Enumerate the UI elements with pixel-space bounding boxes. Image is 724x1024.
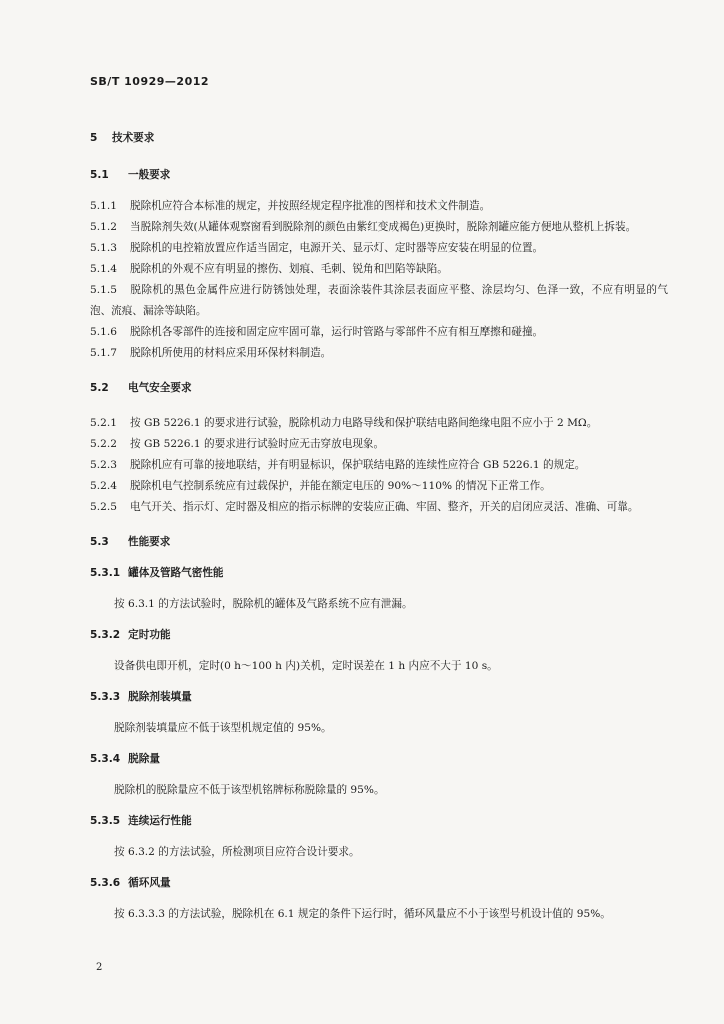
section-text: 脱除机的黑色金属件应进行防锈蚀处理，表面涂装件其涂层表面应平整、涂层均匀、色泽一致，不应有明显的气泡、流痕、漏涂等缺陷。 bbox=[90, 284, 668, 317]
clause-5-1-4 bbox=[90, 259, 668, 280]
section-text: 按 GB 5226.1 的要求进行试验时应无击穿放电现象。 bbox=[130, 438, 385, 450]
section-text: 脱除剂装填量应不低于该型机规定值的 95%。 bbox=[114, 722, 332, 734]
section-number: 5.3.2 bbox=[90, 629, 121, 641]
section-text: 按 6.3.1 的方法试验时，脱除机的罐体及气路系统不应有泄漏。 bbox=[114, 598, 413, 610]
section-text: 脱除机的脱除量应不低于该型机铭牌标称脱除量的 95%。 bbox=[114, 784, 385, 796]
clause-5-1-7 bbox=[90, 343, 668, 364]
section-text: 技术要求 bbox=[112, 132, 155, 144]
clause-5-2-3 bbox=[90, 455, 668, 476]
heading-5 bbox=[90, 128, 668, 149]
section-text: 脱除机的外观不应有明显的擦伤、划痕、毛刺、锐角和凹陷等缺陷。 bbox=[130, 263, 448, 275]
section-number: 5.2 bbox=[90, 382, 109, 394]
body-paragraph bbox=[90, 842, 668, 863]
heading-5-1 bbox=[90, 165, 668, 186]
page-number: 2 bbox=[96, 962, 103, 973]
section-text: 脱除机应符合本标准的规定，并按照经规定程序批准的图样和技术文件制造。 bbox=[130, 200, 491, 212]
section-text: 脱除机应有可靠的接地联结，并有明显标识，保护联结电路的连续性应符合 GB 5226.1 的规定。 bbox=[130, 459, 586, 471]
document-body bbox=[90, 128, 668, 925]
section-text: 按 GB 5226.1 的要求进行试验，脱除机动力电路导线和保护联结电路间绝缘电阻不应小于 2 MΩ。 bbox=[130, 417, 598, 429]
clause-5-2-2 bbox=[90, 434, 668, 455]
body-paragraph bbox=[90, 718, 668, 739]
section-text: 电气开关、指示灯、定时器及相应的指示标牌的安装应正确、牢固、整齐，开关的启闭应灵活、准确、可靠。 bbox=[130, 501, 639, 513]
section-number: 5.2.1 bbox=[90, 417, 117, 429]
section-number: 5.2.4 bbox=[90, 480, 117, 492]
clause-5-1-2 bbox=[90, 217, 668, 238]
section-text: 性能要求 bbox=[128, 536, 171, 548]
heading-5-3-6 bbox=[90, 873, 668, 894]
section-number: 5.3.6 bbox=[90, 877, 121, 889]
section-number: 5.1.6 bbox=[90, 326, 117, 338]
section-number: 5.3 bbox=[90, 536, 109, 548]
section-text: 罐体及管路气密性能 bbox=[128, 567, 224, 579]
section-text: 脱除剂装填量 bbox=[128, 691, 192, 703]
section-number: 5.1.2 bbox=[90, 221, 117, 233]
section-number: 5.1.7 bbox=[90, 347, 117, 359]
section-text: 脱除机的电控箱放置应作适当固定，电源开关、显示灯、定时器等应安装在明显的位置。 bbox=[130, 242, 544, 254]
section-number: 5.2.3 bbox=[90, 459, 117, 471]
section-text: 循环风量 bbox=[128, 877, 171, 889]
standard-code-header: SB/T 10929—2012 bbox=[90, 75, 210, 88]
section-number: 5 bbox=[90, 132, 98, 144]
heading-5-3-5 bbox=[90, 811, 668, 832]
section-number: 5.2.2 bbox=[90, 438, 117, 450]
clause-5-2-5 bbox=[90, 497, 668, 518]
section-number: 5.2.5 bbox=[90, 501, 117, 513]
section-text: 脱除机所使用的材料应采用环保材料制造。 bbox=[130, 347, 332, 359]
section-number: 5.1 bbox=[90, 169, 109, 181]
section-text: 脱除机电气控制系统应有过载保护，并能在额定电压的 90%～110% 的情况下正常工作。 bbox=[130, 480, 551, 492]
section-text: 脱除量 bbox=[128, 753, 160, 765]
clause-5-2-1 bbox=[90, 413, 668, 434]
heading-5-3-2 bbox=[90, 625, 668, 646]
section-number: 5.3.5 bbox=[90, 815, 121, 827]
section-text: 按 6.3.2 的方法试验，所检测项目应符合设计要求。 bbox=[114, 846, 360, 858]
body-paragraph bbox=[90, 656, 668, 677]
section-number: 5.3.4 bbox=[90, 753, 121, 765]
section-text: 按 6.3.3.3 的方法试验，脱除机在 6.1 规定的条件下运行时，循环风量应不小于该型号机设计值的 95%。 bbox=[114, 908, 611, 920]
heading-5-2 bbox=[90, 378, 668, 399]
section-number: 5.1.3 bbox=[90, 242, 117, 254]
clause-5-1-6 bbox=[90, 322, 668, 343]
heading-5-3 bbox=[90, 532, 668, 553]
clause-5-2-4 bbox=[90, 476, 668, 497]
body-paragraph bbox=[90, 904, 668, 925]
section-text: 脱除机各零部件的连接和固定应牢固可靠，运行时管路与零部件不应有相互摩擦和碰撞。 bbox=[130, 326, 544, 338]
heading-5-3-4 bbox=[90, 749, 668, 770]
heading-5-3-3 bbox=[90, 687, 668, 708]
clause-5-1-3 bbox=[90, 238, 668, 259]
section-text: 当脱除剂失效(从罐体观察窗看到脱除剂的颜色由紫红变成褐色)更换时，脱除剂罐应能方便地从整机上拆装。 bbox=[130, 221, 637, 233]
clause-5-1-1 bbox=[90, 196, 668, 217]
section-number: 5.3.3 bbox=[90, 691, 121, 703]
body-paragraph bbox=[90, 594, 668, 615]
heading-5-3-1 bbox=[90, 563, 668, 584]
section-number: 5.1.4 bbox=[90, 263, 117, 275]
section-number: 5.1.1 bbox=[90, 200, 117, 212]
section-text: 定时功能 bbox=[128, 629, 171, 641]
clause-5-1-5 bbox=[90, 280, 668, 322]
section-number: 5.3.1 bbox=[90, 567, 121, 579]
section-text: 电气安全要求 bbox=[128, 382, 192, 394]
section-text: 设备供电即开机，定时(0 h～100 h 内)关机，定时误差在 1 h 内应不大于 10 s。 bbox=[114, 660, 498, 672]
section-number: 5.1.5 bbox=[90, 284, 117, 296]
body-paragraph bbox=[90, 780, 668, 801]
section-text: 一般要求 bbox=[128, 169, 171, 181]
section-text: 连续运行性能 bbox=[128, 815, 192, 827]
